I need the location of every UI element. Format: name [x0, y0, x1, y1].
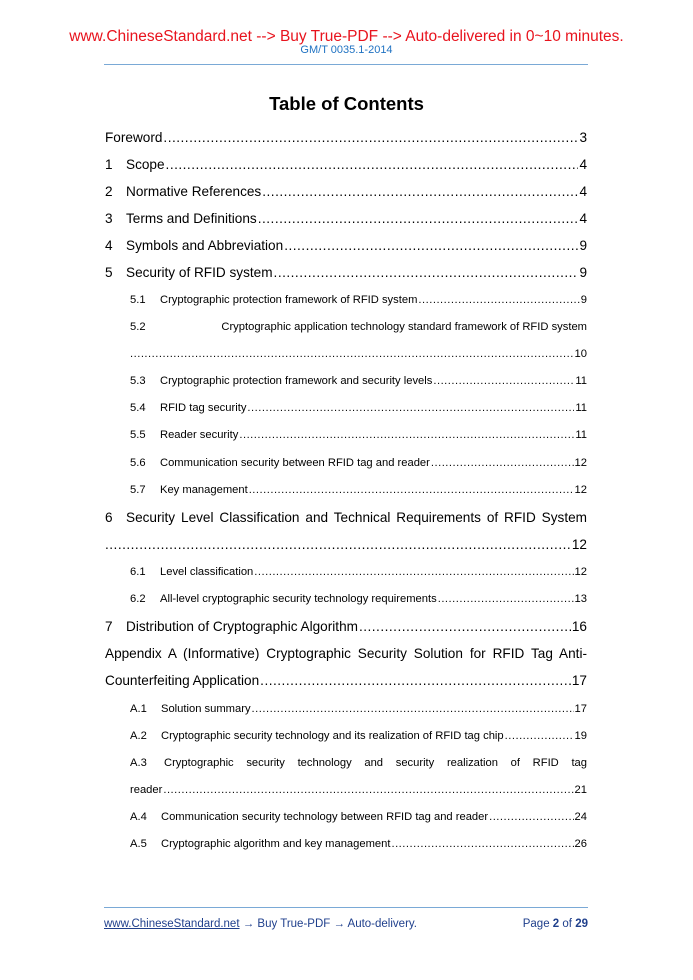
toc-entry-page: 12 [574, 484, 587, 496]
toc-entry-text: Communication security technology between RFID tag and reader [161, 811, 489, 823]
toc-entry-number: 5 [105, 265, 113, 280]
toc-entry-number: 6 [105, 510, 113, 525]
toc-entry-page: 12 [574, 457, 587, 469]
toc-entry-text: Distribution of Cryptographic Algorithm [126, 619, 358, 634]
toc-entry-foreword[interactable] [105, 128, 587, 148]
toc-entry-text: RFID tag security [160, 402, 247, 414]
toc-entry-text: Cryptographic protection framework and security levels [160, 375, 433, 387]
toc-entry-page: 21 [574, 784, 587, 796]
toc-entry-a-3-line2[interactable] [130, 781, 587, 799]
footer-divider [104, 907, 588, 908]
toc-entry-number: A.5 [130, 838, 147, 850]
toc-entry-text: Counterfeiting Application [105, 673, 260, 688]
toc-entry-number: 6.2 [130, 593, 146, 605]
toc-entry-number: A.3 [130, 757, 147, 769]
toc-entry-a-3-line1[interactable] [130, 754, 587, 772]
toc-entry-5-5[interactable] [130, 426, 587, 444]
toc-entry-text: Reader security [160, 429, 239, 441]
toc-entry-5-2-line1[interactable] [130, 318, 587, 336]
toc-entry-text: Security of RFID system [126, 265, 273, 280]
top-banner[interactable]: www.ChineseStandard.net --> Buy True-PDF --> Auto-delivered in 0~10 minutes. [69, 28, 624, 45]
toc-entry-5[interactable] [105, 263, 587, 283]
toc-entry-5-2-line2[interactable] [130, 345, 587, 363]
toc-entry-number: 5.6 [130, 457, 146, 469]
toc-entry-number: 6.1 [130, 566, 146, 578]
header-divider [104, 64, 588, 65]
toc-entry-page: 9 [580, 294, 587, 306]
toc-entry-1[interactable] [105, 155, 587, 175]
toc-entry-page: 12 [571, 537, 587, 552]
toc-entry-text: Cryptographic protection framework of RFID system [160, 294, 418, 306]
toc-entry-page: 17 [574, 703, 587, 715]
toc-entry-page: 13 [574, 593, 587, 605]
footer-promo-text: → Buy True-PDF → Auto-delivery. [239, 918, 417, 930]
toc-entry-text: All-level cryptographic security technology requirements [160, 593, 437, 605]
toc-entry-a-2[interactable] [130, 727, 587, 745]
toc-entry-text: reader [130, 784, 163, 796]
toc-entry-page: 12 [574, 566, 587, 578]
toc-entry-number: 7 [105, 619, 113, 634]
toc-entry-number: 5.1 [130, 294, 146, 306]
page-title: Table of Contents [269, 93, 424, 114]
toc-entry-4[interactable] [105, 236, 587, 256]
toc-entry-page: 11 [575, 375, 587, 387]
toc-entry-text: Foreword [105, 130, 163, 145]
toc-entry-number: 5.4 [130, 402, 146, 414]
toc-entry-appendix-a-line2[interactable] [105, 671, 587, 691]
toc-entry-number: A.2 [130, 730, 147, 742]
toc-entry-page: 11 [575, 402, 587, 414]
current-page: 2 [552, 918, 560, 930]
toc-entry-text: Normative References [126, 184, 262, 199]
toc-entry-text: Scope [126, 157, 165, 172]
toc-entry-5-7[interactable] [130, 481, 587, 499]
toc-entry-appendix-a-line1[interactable] [105, 644, 587, 664]
toc-entry-page: 4 [579, 211, 587, 226]
toc-entry-text: Cryptographic security technology and its realization of RFID tag chip [161, 730, 504, 742]
toc-entry-text: Key management [160, 484, 248, 496]
toc-entry-text: Solution summary [161, 703, 251, 715]
toc-entry-2[interactable] [105, 182, 587, 202]
toc-entry-text: Security Level Classification and Technical Requirements of RFID System [126, 510, 587, 525]
toc-entry-page: 9 [579, 265, 587, 280]
footer-promo [104, 917, 417, 931]
toc-entry-page: 16 [571, 619, 587, 634]
toc-entry-number: A.4 [130, 811, 147, 823]
toc-entry-page: 4 [579, 184, 587, 199]
toc-entry-6-line2[interactable] [105, 535, 587, 555]
toc-entry-page: 26 [574, 838, 587, 850]
toc-entry-number: 1 [105, 157, 113, 172]
total-pages: 29 [575, 918, 588, 930]
toc-entry-page: 4 [579, 157, 587, 172]
toc-entry-number: 4 [105, 238, 113, 253]
toc-entry-3[interactable] [105, 209, 587, 229]
toc-entry-number: 2 [105, 184, 113, 199]
toc-entry-number: 3 [105, 211, 113, 226]
toc-entry-5-3[interactable] [130, 372, 587, 390]
toc-entry-page: 17 [571, 673, 587, 688]
toc-entry-number: 5.2 [130, 321, 146, 333]
toc-entry-page: 24 [574, 811, 587, 823]
toc-entry-number: 5.3 [130, 375, 146, 387]
toc-entry-page: 11 [575, 429, 587, 441]
toc-entry-page: 10 [574, 348, 587, 360]
toc-entry-text: Terms and Definitions [126, 211, 257, 226]
toc-entry-5-6[interactable] [130, 454, 587, 472]
toc-entry-text: Appendix A (Informative) Cryptographic Security Solution for RFID Tag Anti- [105, 646, 587, 661]
toc-entry-page: 19 [574, 730, 587, 742]
toc-entry-number: 5.7 [130, 484, 146, 496]
toc-entry-page: 9 [579, 238, 587, 253]
toc-entry-text: Level classification [160, 566, 254, 578]
toc-entry-5-4[interactable] [130, 399, 587, 417]
toc-entry-5-1[interactable] [130, 291, 587, 309]
footer-site-link[interactable]: www.ChineseStandard.net [104, 918, 240, 930]
toc-entry-7[interactable] [105, 617, 587, 637]
toc-entry-a-5[interactable] [130, 835, 587, 853]
toc-entry-text: Cryptographic algorithm and key management [161, 838, 391, 850]
toc-entry-a-1[interactable] [130, 700, 587, 718]
toc-entry-text: Communication security between RFID tag and reader [160, 457, 430, 469]
toc-entry-a-4[interactable] [130, 808, 587, 826]
toc-entry-text: Cryptographic security technology and security realization of RFID tag [164, 757, 587, 769]
document-id: GM/T 0035.1-2014 [300, 44, 393, 56]
toc-entry-6-line1[interactable] [105, 508, 587, 528]
toc-entry-6-2[interactable] [130, 590, 587, 608]
toc-entry-page: 3 [579, 130, 587, 145]
toc-entry-text: Symbols and Abbreviation [126, 238, 284, 253]
toc-entry-text: Cryptographic application technology standard framework of RFID system [221, 321, 587, 333]
page-number: Page 2 of 29 [522, 918, 588, 930]
toc-entry-number: 5.5 [130, 429, 146, 441]
toc-entry-number: A.1 [130, 703, 147, 715]
toc-entry-6-1[interactable] [130, 563, 587, 581]
